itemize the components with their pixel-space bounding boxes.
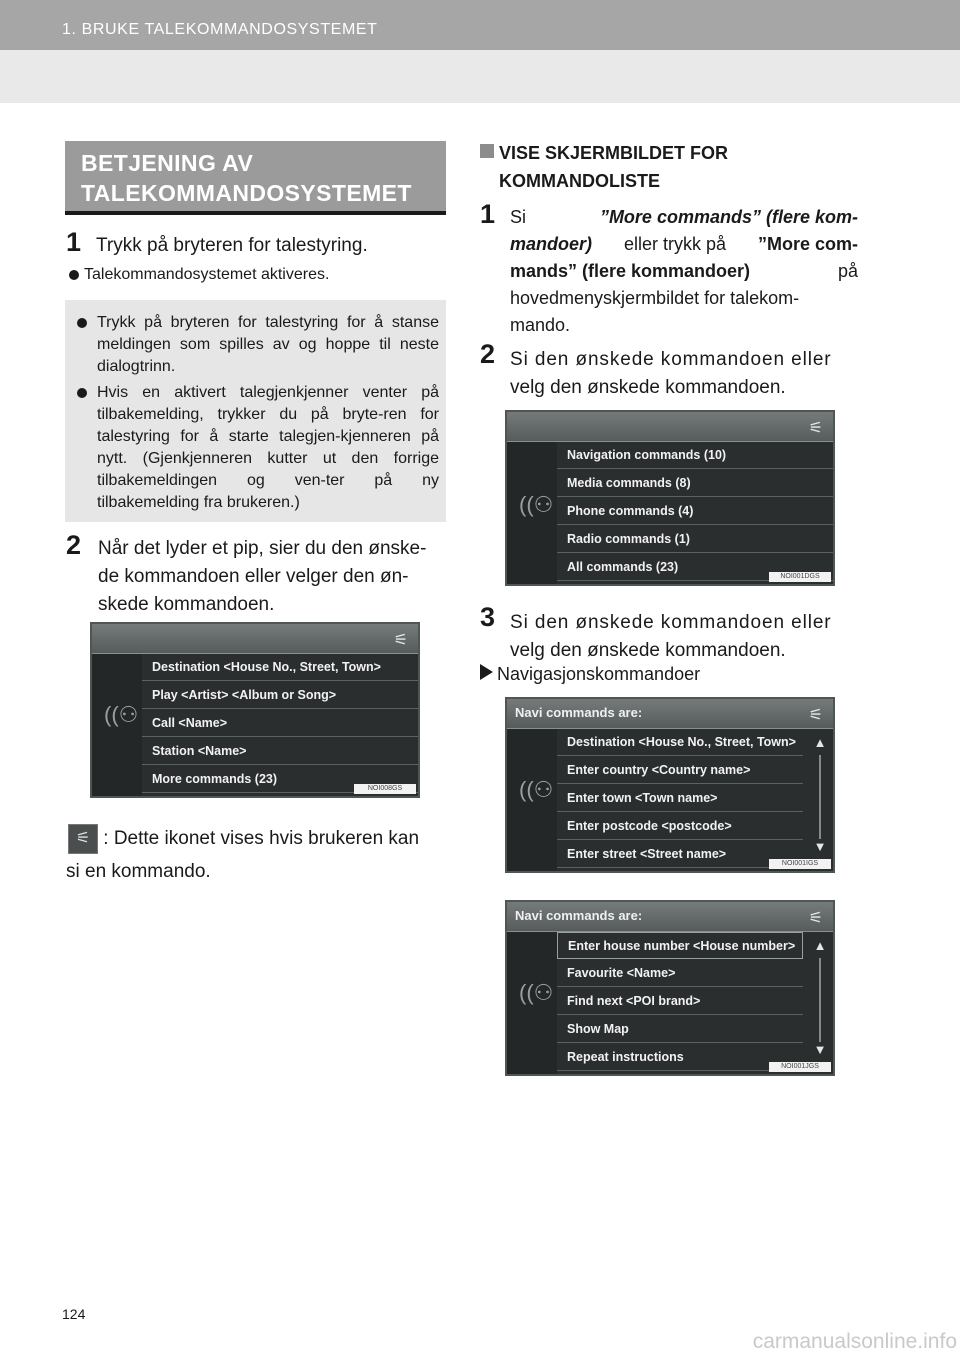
nav-commands-label [480,661,700,687]
subheading-line: VISE SKJERMBILDET FOR [499,143,729,163]
step-number: 1 [66,227,82,257]
image-code: NOI001JGS [769,1062,831,1072]
image-code: NOI001IGS [769,859,831,869]
down-arrow-icon[interactable]: ▼ [813,1042,827,1057]
voice-main-menu-screen [90,622,420,798]
note-text: Hvis en aktivert talegjenkjenner venter på tilbakemelding, trykker du på bryte-ren for talestyring for å starte talegjen-kjenneren på nytt. (Gjenkjenneren kutter ut den forrige tilbakemeldingen og ven-ter på ny tilbakemelding fra brukeren.) [97,384,439,511]
page-number: 124 [62,1306,86,1322]
note-box [65,300,446,522]
icon-note-text: : Dette ikonet vises hvis brukeren kan [103,828,420,850]
command-row[interactable]: Phone commands (4) [557,498,833,525]
note-text: Trykk på bryteren for talestyring for å stanse meldingen som spilles av og hoppe til neste dialogtrinn. [97,314,439,375]
step-text-part: Si [510,207,527,227]
section-title-line1: BETJENING AV [81,150,254,176]
step-line: mando. [510,315,571,335]
command-row[interactable]: Find next <POI brand> [557,988,803,1015]
right-step-1 [480,199,860,344]
note-item [75,382,446,512]
step-text-part: eller trykk på [623,234,727,254]
voice-glyph-icon: ((⚇ [519,980,554,1005]
screen-title: Navi commands are: [515,705,643,720]
navi-commands-screen-2 [505,900,835,1076]
screen-title: Navi commands are: [515,908,643,923]
icon-note-line2: si en kommando. [66,861,211,882]
step-text: Trykk på bryteren for talestyring. [96,235,368,256]
scrollbar-track[interactable] [819,958,821,1042]
bullet-dot [69,270,79,280]
voice-command-icon: ⚟ [808,420,823,437]
command-row[interactable]: Favourite <Name> [557,960,803,987]
step-text-part: ”More commands” (flere kom- [599,207,858,227]
command-row[interactable]: Enter country <Country name> [557,757,803,784]
left-step-1 [66,227,446,262]
triangle-icon [480,664,493,680]
step-number: 1 [480,199,496,229]
bullet-text: Talekommandosystemet aktiveres. [84,266,330,283]
command-row[interactable]: Destination <House No., Street, Town> [557,729,803,756]
step-text-part: mands” (flere kommandoer) [510,261,751,281]
step-line [510,258,858,285]
section-rule [65,211,446,215]
voice-glyph-icon: ((⚇ [519,777,554,802]
command-row[interactable]: Navigation commands (10) [557,442,833,469]
step-text-part: mandoer) [510,234,593,254]
voice-glyph-icon: ((⚇ [519,492,554,517]
step-text [510,609,858,665]
step-line: Si den ønskede kommandoen eller [510,349,832,370]
screen-topbar [507,412,833,442]
command-row[interactable]: Radio commands (1) [557,526,833,553]
command-row[interactable]: Station <Name> [142,738,418,765]
command-row[interactable]: All commands (23) [557,554,833,581]
voice-command-icon: ⚟ [393,632,408,649]
step-text-part: på [837,261,858,281]
command-row[interactable]: Media commands (8) [557,470,833,497]
command-row[interactable]: Call <Name> [142,710,418,737]
voice-command-icon: ⚟ [808,707,823,724]
chapter-title: 1. BRUKE TALEKOMMANDOSYSTEMET [62,21,378,38]
command-row[interactable]: Enter street <Street name> [557,841,803,868]
heading-square [480,144,494,158]
voice-command-icon: ⚟ [808,910,823,927]
step-line: velg den ønskede kommandoen. [510,377,786,398]
step-line [510,231,858,258]
subheading-text [499,139,879,195]
subheading-line: KOMMANDOLISTE [499,171,660,191]
voice-glyph-icon: ((⚇ [104,702,139,727]
watermark: carmanualsonline.info [752,1330,957,1353]
right-step-2 [480,339,860,404]
step-line: de kommandoen eller velger den øn- [98,566,409,587]
bullet-dot [77,318,87,328]
step-text [98,535,446,619]
command-row[interactable]: Show Map [557,1016,803,1043]
image-code: NOI008GS [354,784,416,794]
icon-note-line1 [68,824,448,854]
step-line: hovedmenyskjermbildet for talekom- [510,288,800,308]
command-row[interactable]: Repeat instructions [557,1044,803,1071]
nav-label-text: Navigasjonskommandoer [497,664,701,684]
navi-commands-screen-1 [505,697,835,873]
command-row[interactable]: Enter postcode <postcode> [557,813,803,840]
down-arrow-icon[interactable]: ▼ [813,839,827,854]
step-line: skede kommandoen. [98,594,275,615]
up-arrow-icon[interactable]: ▲ [813,938,827,953]
right-subheading [480,139,860,199]
step-text [510,346,858,402]
left-step-2 [66,530,446,625]
command-row[interactable]: Enter town <Town name> [557,785,803,812]
section-title-line2: TALEKOMMANDOSYSTEMET [81,180,412,206]
section-heading-box [65,141,446,215]
step-line: velg den ønskede kommandoen. [510,640,786,661]
up-arrow-icon[interactable]: ▲ [813,735,827,750]
command-row[interactable]: Play <Artist> <Album or Song> [142,682,418,709]
voice-command-icon: ⚟ [68,824,98,854]
scrollbar-track[interactable] [819,755,821,839]
right-step-3 [480,602,860,667]
image-code: NOI001DGS [769,572,831,582]
step-line [510,204,858,231]
command-row[interactable]: Enter house number <House number> [557,932,803,959]
step-line: Når det lyder et pip, sier du den ønske- [98,538,427,559]
command-row[interactable]: More commands (23) [142,766,418,793]
step-text-part: ”More com- [757,234,858,254]
step-number: 2 [66,530,82,560]
note-item [75,312,446,378]
bullet-dot [77,388,87,398]
step-line: Si den ønskede kommandoen eller [510,612,832,633]
screen-topbar [92,624,418,654]
step-number: 3 [480,602,496,632]
command-row[interactable]: Destination <House No., Street, Town> [142,654,418,681]
step-number: 2 [480,339,496,369]
command-list-screen [505,410,835,586]
step-text [510,204,858,339]
section-title [81,148,412,208]
